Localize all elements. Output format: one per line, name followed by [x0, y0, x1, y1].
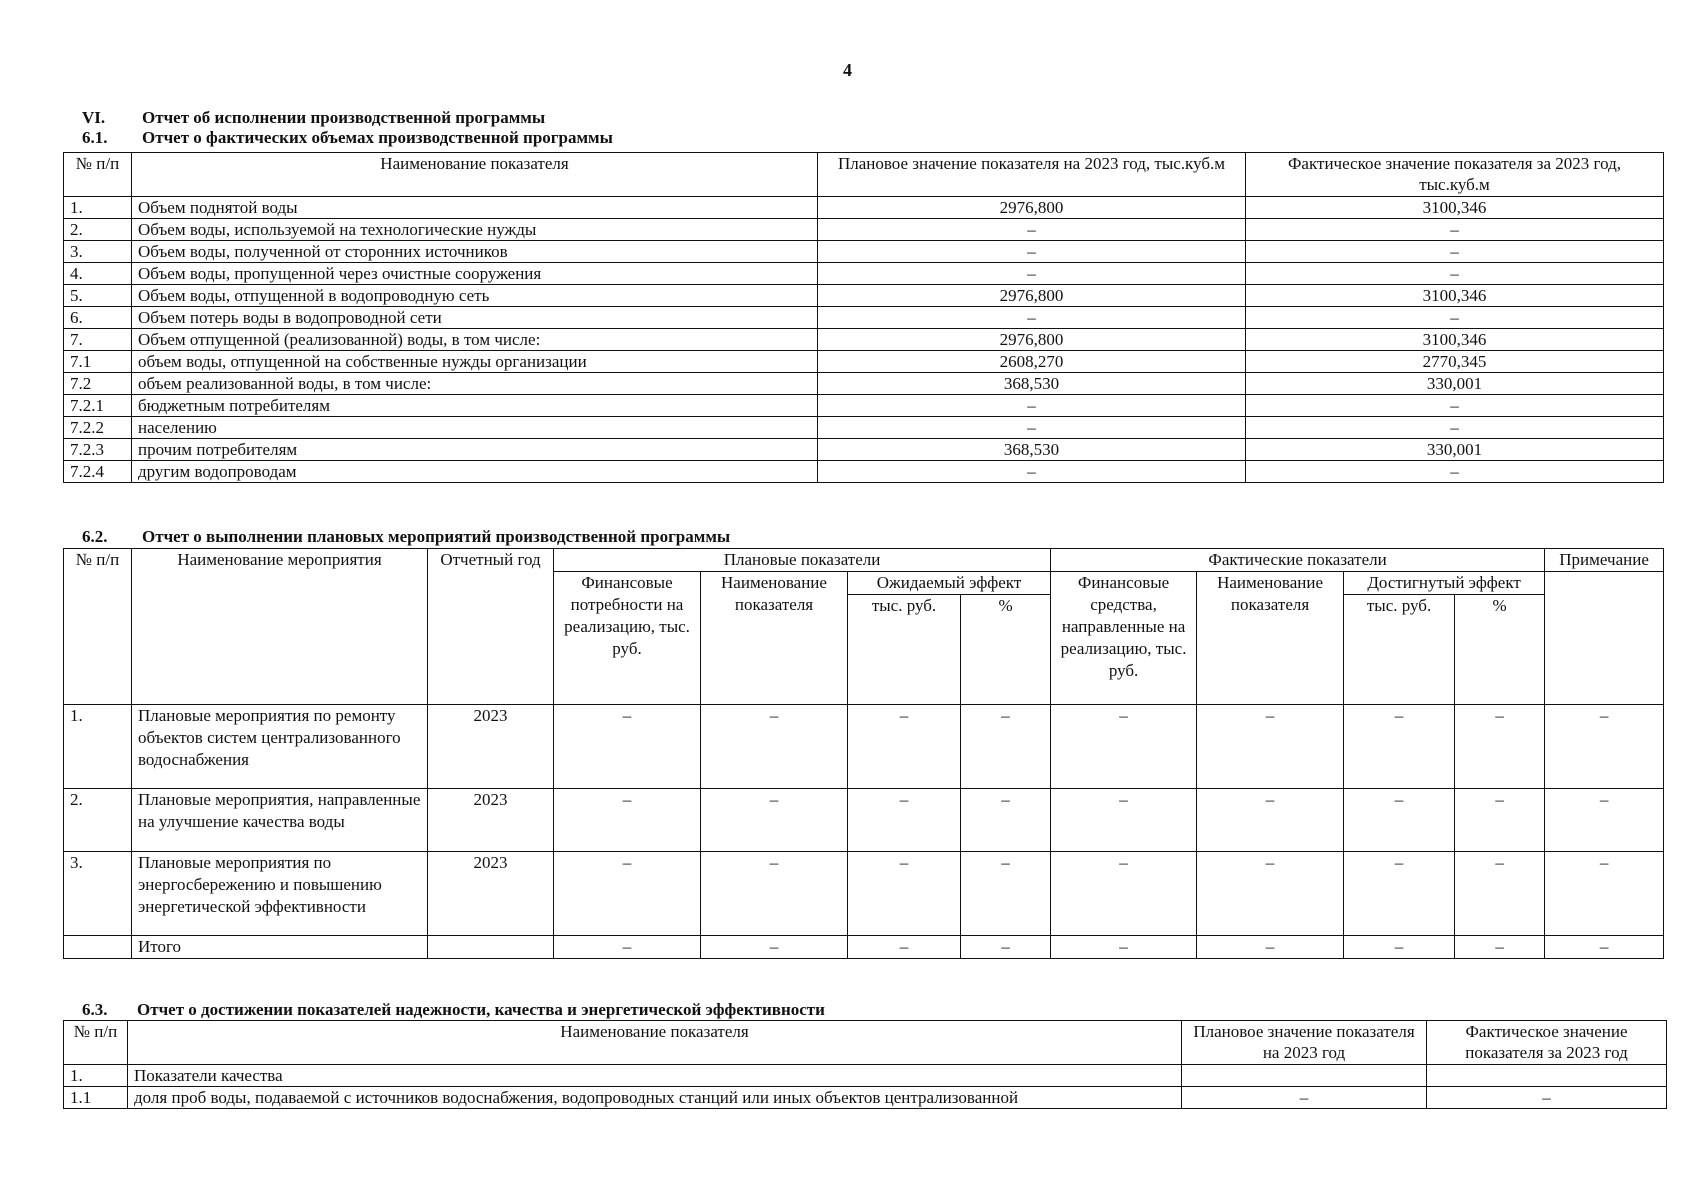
header-num: № п/п	[64, 1021, 128, 1065]
row-value-8: –	[1455, 705, 1545, 789]
row-plan-value: 368,530	[818, 373, 1246, 395]
row-fact-value: 3100,346	[1246, 285, 1664, 307]
row-fact-value: –	[1246, 263, 1664, 285]
header-note: Примечание	[1545, 549, 1664, 572]
table-row	[64, 439, 1664, 461]
row-value-6: –	[1197, 852, 1344, 936]
row-value-2: –	[701, 705, 848, 789]
table-row	[64, 1065, 1667, 1087]
row-value-7: –	[1344, 852, 1455, 936]
table-row	[64, 852, 1664, 936]
table-row	[64, 329, 1664, 351]
total-value-5: –	[1051, 936, 1197, 959]
row-value-7: –	[1344, 789, 1455, 852]
row-name: доля проб воды, подаваемой с источников водоснабжения, водопроводных станций или иных объектов централизованной	[128, 1087, 1182, 1109]
row-value-9: –	[1545, 852, 1664, 936]
row-value-4: –	[961, 705, 1051, 789]
row-number: 3.	[64, 852, 132, 936]
subsection-6-2-heading	[82, 527, 730, 547]
row-number: 7.2.1	[64, 395, 132, 417]
row-name: Объем воды, полученной от сторонних источников	[132, 241, 818, 263]
header-plan-pct: %	[961, 595, 1051, 705]
row-fact-value: –	[1246, 307, 1664, 329]
row-number: 1.	[64, 1065, 128, 1087]
table-header-row	[64, 1021, 1667, 1065]
page-number: 4	[843, 60, 852, 80]
row-number: 7.1	[64, 351, 132, 373]
table-6-1	[63, 152, 1664, 483]
table-row	[64, 197, 1664, 219]
row-plan-value: –	[818, 417, 1246, 439]
row-name: Плановые мероприятия, направленные на улучшение качества воды	[132, 789, 428, 852]
table-6-3	[63, 1020, 1667, 1109]
row-fact-value: 330,001	[1246, 439, 1664, 461]
row-plan-value: –	[818, 219, 1246, 241]
row-name: Объем воды, пропущенной через очистные сооружения	[132, 263, 818, 285]
table-row	[64, 417, 1664, 439]
section-title: Отчет об исполнении производственной программы	[142, 108, 546, 127]
header-name: Наименование мероприятия	[132, 549, 428, 705]
row-number: 7.2	[64, 373, 132, 395]
row-plan-value	[1182, 1065, 1427, 1087]
header-fact-rub: тыс. руб.	[1344, 595, 1455, 705]
row-value-5: –	[1051, 852, 1197, 936]
row-plan-value: –	[818, 461, 1246, 483]
row-number: 4.	[64, 263, 132, 285]
row-value-4: –	[961, 789, 1051, 852]
table-row	[64, 373, 1664, 395]
row-value-1: –	[554, 789, 701, 852]
row-number: 7.	[64, 329, 132, 351]
subsection-number: 6.3.	[82, 1000, 108, 1019]
row-plan-value: 2608,270	[818, 351, 1246, 373]
row-value-2: –	[701, 789, 848, 852]
header-num: № п/п	[64, 549, 132, 705]
table-row	[64, 461, 1664, 483]
table-row	[64, 351, 1664, 373]
table-6-2	[63, 548, 1664, 959]
total-value-9: –	[1545, 936, 1664, 959]
total-value-6: –	[1197, 936, 1344, 959]
table-row	[64, 789, 1664, 852]
header-fact-effect: Достигнутый эффект	[1344, 572, 1545, 595]
row-plan-value: –	[818, 307, 1246, 329]
header-fact: Фактическое значение показателя за 2023 год	[1427, 1021, 1667, 1065]
total-value-4: –	[961, 936, 1051, 959]
row-number: 2.	[64, 789, 132, 852]
row-name: другим водопроводам	[132, 461, 818, 483]
row-value-6: –	[1197, 789, 1344, 852]
row-name: Объем воды, отпущенной в водопроводную сеть	[132, 285, 818, 307]
row-fact-value: 2770,345	[1246, 351, 1664, 373]
header-plan: Плановое значение показателя на 2023 год, тыс.куб.м	[818, 153, 1246, 197]
row-fact-value	[1427, 1065, 1667, 1087]
row-fact-value: 330,001	[1246, 373, 1664, 395]
row-plan-value: –	[818, 395, 1246, 417]
table-row	[64, 395, 1664, 417]
row-name: населению	[132, 417, 818, 439]
row-value-3: –	[848, 705, 961, 789]
row-number: 1.	[64, 705, 132, 789]
total-number	[64, 936, 132, 959]
table-row	[64, 705, 1664, 789]
row-fact-value: –	[1427, 1087, 1667, 1109]
row-fact-value: –	[1246, 219, 1664, 241]
table-header-row	[64, 549, 1664, 572]
row-number: 7.2.4	[64, 461, 132, 483]
row-number: 5.	[64, 285, 132, 307]
row-value-3: –	[848, 789, 961, 852]
row-fact-value: 3100,346	[1246, 329, 1664, 351]
row-plan-value: 2976,800	[818, 285, 1246, 307]
row-value-3: –	[848, 852, 961, 936]
table-header-row	[64, 153, 1664, 197]
row-fact-value: –	[1246, 461, 1664, 483]
table-row	[64, 219, 1664, 241]
header-name: Наименование показателя	[132, 153, 818, 197]
subsection-title: Отчет о выполнении плановых мероприятий производственной программы	[142, 527, 731, 546]
row-plan-value: 2976,800	[818, 197, 1246, 219]
row-value-6: –	[1197, 705, 1344, 789]
table-row	[64, 263, 1664, 285]
total-label: Итого	[132, 936, 428, 959]
total-value-7: –	[1344, 936, 1455, 959]
subsection-number: 6.2.	[82, 527, 108, 546]
subsection-6-1-heading	[82, 128, 613, 148]
row-plan-value: –	[818, 241, 1246, 263]
row-name: прочим потребителям	[132, 439, 818, 461]
row-value-9: –	[1545, 705, 1664, 789]
row-value-2: –	[701, 852, 848, 936]
row-number: 1.	[64, 197, 132, 219]
row-value-9: –	[1545, 789, 1664, 852]
header-num: № п/п	[64, 153, 132, 197]
row-year: 2023	[428, 705, 554, 789]
header-fact-pct: %	[1455, 595, 1545, 705]
subsection-number: 6.1.	[82, 128, 108, 147]
row-name: Объем потерь воды в водопроводной сети	[132, 307, 818, 329]
subsection-title: Отчет о достижении показателей надежности, качества и энергетической эффективности	[137, 1000, 825, 1019]
header-plan-group: Плановые показатели	[554, 549, 1051, 572]
table-row	[64, 1087, 1667, 1109]
table-row	[64, 307, 1664, 329]
header-plan-rub: тыс. руб.	[848, 595, 961, 705]
row-year: 2023	[428, 789, 554, 852]
row-name: Плановые мероприятия по энергосбережению и повышению энергетической эффективности	[132, 852, 428, 936]
row-value-5: –	[1051, 789, 1197, 852]
total-year	[428, 936, 554, 959]
header-name: Наименование показателя	[128, 1021, 1182, 1065]
row-value-7: –	[1344, 705, 1455, 789]
row-name: бюджетным потребителям	[132, 395, 818, 417]
row-name: Показатели качества	[128, 1065, 1182, 1087]
row-value-4: –	[961, 852, 1051, 936]
section-heading	[82, 108, 545, 128]
row-name: Объем воды, используемой на технологические нужды	[132, 219, 818, 241]
row-name: Плановые мероприятия по ремонту объектов систем централизованного водоснабжения	[132, 705, 428, 789]
row-plan-value: 2976,800	[818, 329, 1246, 351]
row-value-5: –	[1051, 705, 1197, 789]
subsection-6-3-heading	[82, 1000, 825, 1020]
row-number: 1.1	[64, 1087, 128, 1109]
row-year: 2023	[428, 852, 554, 936]
row-name: объем воды, отпущенной на собственные нужды организации	[132, 351, 818, 373]
table-total-row	[64, 936, 1664, 959]
row-number: 6.	[64, 307, 132, 329]
row-name: Объем отпущенной (реализованной) воды, в том числе:	[132, 329, 818, 351]
row-value-8: –	[1455, 852, 1545, 936]
total-value-2: –	[701, 936, 848, 959]
row-name: объем реализованной воды, в том числе:	[132, 373, 818, 395]
row-name: Объем поднятой воды	[132, 197, 818, 219]
row-plan-value: 368,530	[818, 439, 1246, 461]
subsection-title: Отчет о фактических объемах производственной программы	[142, 128, 613, 147]
section-number: VI.	[82, 108, 106, 127]
header-note-empty	[1545, 572, 1664, 705]
table-row	[64, 241, 1664, 263]
row-number: 7.2.3	[64, 439, 132, 461]
total-value-3: –	[848, 936, 961, 959]
row-plan-value: –	[1182, 1087, 1427, 1109]
row-number: 7.2.2	[64, 417, 132, 439]
header-plan-indicator: Наименование показателя	[701, 572, 848, 705]
row-fact-value: –	[1246, 417, 1664, 439]
row-fact-value: –	[1246, 241, 1664, 263]
total-value-8: –	[1455, 936, 1545, 959]
row-number: 3.	[64, 241, 132, 263]
row-fact-value: –	[1246, 395, 1664, 417]
row-fact-value: 3100,346	[1246, 197, 1664, 219]
header-fact: Фактическое значение показателя за 2023 год, тыс.куб.м	[1246, 153, 1664, 197]
header-plan: Плановое значение показателя на 2023 год	[1182, 1021, 1427, 1065]
row-number: 2.	[64, 219, 132, 241]
row-value-8: –	[1455, 789, 1545, 852]
row-value-1: –	[554, 705, 701, 789]
header-year: Отчетный год	[428, 549, 554, 705]
header-fact-finance: Финансовые средства, направленные на реализацию, тыс. руб.	[1051, 572, 1197, 705]
header-plan-finance: Финансовые потребности на реализацию, тыс. руб.	[554, 572, 701, 705]
header-plan-effect: Ожидаемый эффект	[848, 572, 1051, 595]
table-row	[64, 285, 1664, 307]
total-value-1: –	[554, 936, 701, 959]
row-plan-value: –	[818, 263, 1246, 285]
header-fact-indicator: Наименование показателя	[1197, 572, 1344, 705]
row-value-1: –	[554, 852, 701, 936]
header-fact-group: Фактические показатели	[1051, 549, 1545, 572]
